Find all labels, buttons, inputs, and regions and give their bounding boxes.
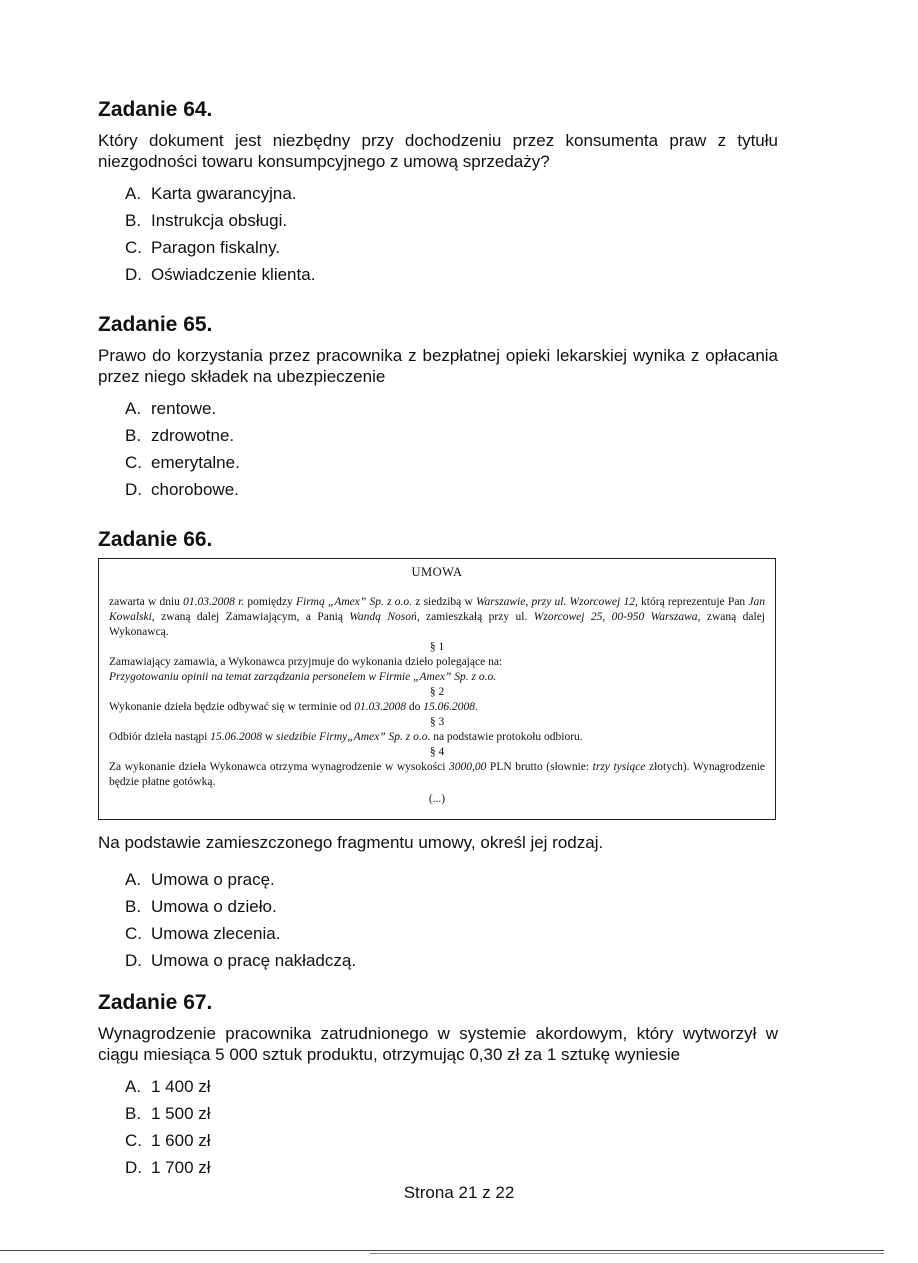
task-64-options [98,180,778,288]
task-66-title: Zadanie 66. [98,528,213,551]
option-d: D. 1 700 zł [125,1158,211,1177]
contract-box [98,558,776,820]
task-64 [98,98,778,288]
paragraph-3-mark: § 3 [429,716,445,728]
task-64-question: Który dokument jest niezbędny przy dochodzeniu przez konsumenta praw z tytułu niezgodności towaru konsumpcyjnego z umową sprzedaży? [98,131,778,171]
option-a: A. Umowa o pracę. [125,870,275,889]
task-65-question: Prawo do korzystania przez pracownika z bezpłatnej opieki lekarskiej wynika z opłacania przez niego składek na ubezpieczenie [98,346,778,386]
task-67-options [98,1073,778,1181]
option-d: D. Oświadczenie klienta. [125,265,316,284]
bottom-rule [0,1250,884,1251]
option-c: C. Umowa zlecenia. [125,924,281,943]
option-b: B. Umowa o dzieło. [125,897,277,916]
paragraph-1-mark: § 1 [429,641,445,653]
task-64-title: Zadanie 64. [98,98,213,121]
page-number: Strona 21 z 22 [403,1183,515,1202]
paragraph-1-italic: Przygotowaniu opinii na temat zarządzania personelem w Firmie „Amex” Sp. z o.o. [109,671,497,683]
option-d: D. chorobowe. [125,480,239,499]
paragraph-3-text: Odbiór dzieła nastąpi 15.06.2008 w siedzibie Firmy„Amex” Sp. z o.o. na podstawie protokołu odbioru. [109,731,583,743]
paragraph-4-text: Za wykonanie dzieła Wykonawca otrzyma wynagrodzenie w wysokości 3000,00 PLN brutto (słownie: trzy tysiące złotych). Wynagrodzenie będzie płatne gotówką. [109,761,766,788]
task-66-question: Na podstawie zamieszczonego fragmentu umowy, określ jej rodzaj. [98,833,604,852]
paragraph-2-text: Wykonanie dzieła będzie odbywać się w terminie od 01.03.2008 do 15.06.2008. [109,701,478,713]
task-67-title: Zadanie 67. [98,991,213,1014]
paragraph-4-mark: § 4 [429,746,445,758]
paragraph-1-text: Zamawiający zamawia, a Wykonawca przyjmuje do wykonania dzieło polegające na: [109,656,503,668]
option-c: C. Paragon fiskalny. [125,238,281,257]
task-67-question: Wynagrodzenie pracownika zatrudnionego w systemie akordowym, który wytworzył w ciągu miesiąca 5 000 sztuk produktu, otrzymując 0,30 zł za 1 sztukę wyniesie [98,1024,778,1064]
task-66-options [98,866,805,974]
task-65-title: Zadanie 65. [98,313,213,336]
option-d: D. Umowa o pracę nakładczą. [125,951,357,970]
contract-ellipsis: (...) [428,793,446,805]
contract-title: UMOWA [411,565,463,579]
option-b: B. zdrowotne. [125,426,235,445]
contract-intro: zawarta w dniu 01.03.2008 r. pomiędzy Firmą „Amex” Sp. z o.o. z siedzibą w Warszawie, przy ul. Wzorcowej 12, którą reprezentuje Pan Jan Kowalski, zwaną dalej Zamawiającym, a Panią Wandą Nosoń, zamieszkałą przy ul. Wzorcowej 25, 00-950 Warszawa, zwaną dalej Wykonawcą. [109,596,765,638]
option-c: C. 1 600 zł [125,1131,211,1150]
task-65 [98,313,778,503]
task-67 [98,991,778,1181]
bottom-rule-secondary [370,1253,884,1254]
option-b: B. Instrukcja obsługi. [125,211,288,230]
paragraph-2-mark: § 2 [429,686,445,698]
option-a: A. rentowe. [125,399,217,418]
option-c: C. emerytalne. [125,453,240,472]
task-65-options [98,395,778,503]
option-a: A. Karta gwarancyjna. [125,184,297,203]
option-b: B. 1 500 zł [125,1104,211,1123]
option-a: A. 1 400 zł [125,1077,211,1096]
task-66 [98,528,778,552]
